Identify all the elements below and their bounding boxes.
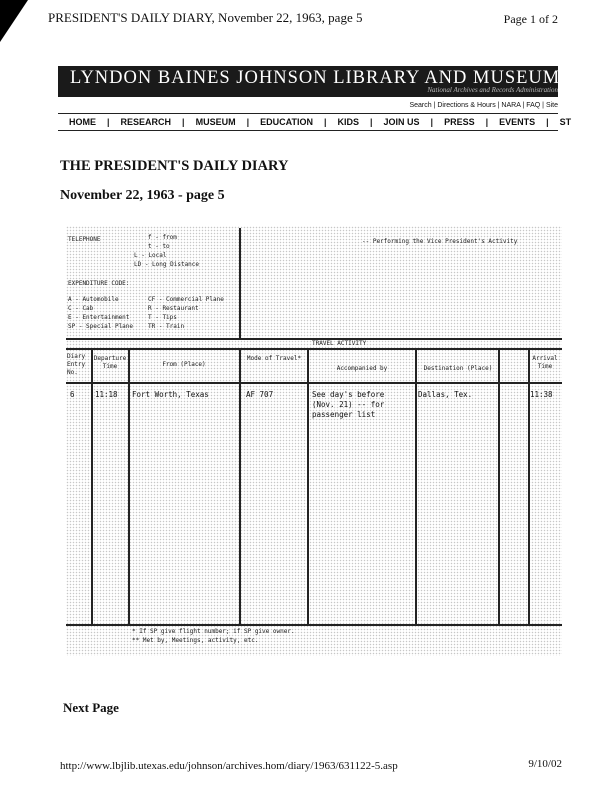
cell-entry: 6: [70, 390, 75, 399]
cell-arrival: 11:38: [530, 390, 553, 399]
top-right-note: -- Performing the Vice President's Activity: [362, 238, 518, 245]
col-line-4: [307, 348, 309, 624]
cell-from: Fort Worth, Texas: [132, 390, 209, 399]
telephone-code: f - from: [148, 234, 177, 241]
col-header-accompanied: Accompanied by: [336, 365, 388, 372]
main-nav: HOME | RESEARCH | MUSEUM | EDUCATION | KIDS | JOIN US | PRESS | EVENTS | ST: [58, 113, 558, 131]
cell-accompanied-line: See day's before: [312, 390, 385, 399]
nav-press[interactable]: PRESS: [444, 117, 475, 127]
expenditure-code: SP - Special Plane: [68, 323, 134, 330]
form-rule-header-top: [66, 348, 562, 350]
util-link-search[interactable]: Search: [409, 102, 432, 109]
telephone-label: TELEPHONE: [68, 236, 101, 243]
telephone-code: L - Local: [134, 252, 167, 259]
col-header-entry: Diary Entry No.: [67, 353, 86, 376]
nav-kids[interactable]: KIDS: [337, 117, 359, 127]
footer-date: 9/10/02: [528, 758, 562, 770]
util-link-faq[interactable]: FAQ: [526, 102, 541, 109]
expenditure-code: TR - Train: [148, 323, 185, 330]
util-link-nara[interactable]: NARA: [501, 102, 521, 109]
cell-mode: AF 707: [246, 390, 274, 399]
form-rule-header-bottom: [66, 382, 562, 384]
page-subtitle: November 22, 1963 - page 5: [60, 188, 225, 203]
travel-activity-header: TRAVEL ACTIVITY: [312, 340, 367, 347]
cell-accompanied-line: passenger list: [312, 410, 376, 419]
page-title: THE PRESIDENT'S DAILY DIARY: [60, 158, 289, 174]
telephone-code: t - to: [148, 243, 170, 250]
col-header-arrival: Arrival Time: [532, 355, 558, 370]
next-page-link[interactable]: Next Page: [63, 700, 119, 715]
diary-scan-image: [66, 226, 562, 656]
library-banner[interactable]: [58, 66, 561, 97]
nav-store[interactable]: ST: [559, 117, 572, 127]
expenditure-code: E - Entertainment: [68, 314, 130, 321]
col-header-destination: Destination (Place): [423, 365, 493, 372]
expenditure-code: R - Restaurant: [148, 305, 199, 312]
expenditure-code: A - Automobile: [68, 296, 119, 303]
footer-url: http://www.lbjlib.utexas.edu/johnson/archives.hom/diary/1963/631122-5.asp: [60, 760, 398, 772]
col-line-3: [239, 348, 241, 624]
util-link-site[interactable]: Site: [545, 102, 558, 109]
form-footnote: * If SP give flight number; if SP give owner.: [132, 628, 295, 635]
cell-departure: 11:18: [95, 390, 118, 399]
print-page-number: Page 1 of 2: [503, 12, 558, 26]
col-line-5: [415, 348, 417, 624]
banner-subtitle: National Archives and Records Administration: [427, 86, 558, 94]
nav-museum[interactable]: MUSEUM: [195, 117, 236, 127]
form-footnote: ** Met by, Meetings, activity, etc.: [132, 637, 259, 644]
form-rule-bottom: [66, 624, 562, 626]
nav-home[interactable]: HOME: [69, 117, 96, 127]
col-header-departure: Departure Time: [93, 355, 127, 370]
nav-education[interactable]: EDUCATION: [260, 117, 313, 127]
col-header-from: From (Place): [162, 361, 206, 368]
nav-events[interactable]: EVENTS: [499, 117, 536, 127]
expenditure-code: CF - Commercial Plane: [148, 296, 224, 303]
nav-research[interactable]: RESEARCH: [120, 117, 172, 127]
util-link-directions[interactable]: Directions & Hours: [437, 102, 496, 109]
expenditure-code: C - Cab: [68, 305, 94, 312]
telephone-code: LD - Long Distance: [134, 261, 200, 268]
nav-join-us[interactable]: JOIN US: [383, 117, 420, 127]
scan-corner-mark: [0, 0, 28, 42]
form-divider-vertical: [239, 228, 241, 340]
expenditure-label: EXPENDITURE CODE:: [68, 280, 130, 287]
banner-title: LYNDON BAINES JOHNSON LIBRARY AND MUSEUM: [70, 68, 561, 88]
print-header-title: PRESIDENT'S DAILY DIARY, November 22, 1963, page 5: [48, 10, 363, 25]
col-line-2: [128, 348, 130, 624]
cell-destination: Dallas, Tex.: [418, 390, 473, 399]
col-line-6: [498, 348, 500, 624]
cell-accompanied-line: (Nov. 21) -- for: [312, 400, 385, 409]
col-header-mode: Mode of Travel*: [246, 355, 302, 362]
expenditure-code: T - Tips: [148, 314, 177, 321]
col-line-1: [91, 348, 93, 624]
utility-links: Search | Directions & Hours | NARA | FAQ | Site: [409, 102, 558, 109]
